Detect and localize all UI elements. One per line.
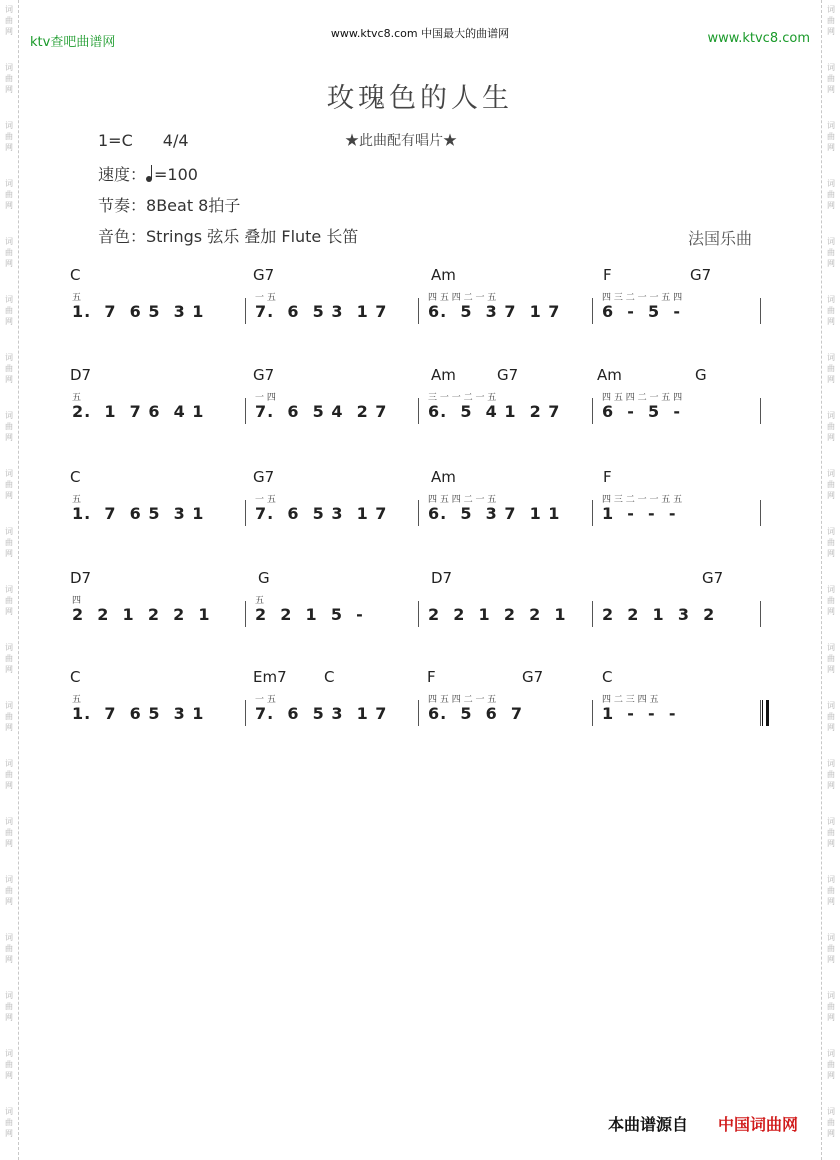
bar-line — [760, 700, 761, 726]
watermark-text: 词 曲 网 — [5, 353, 13, 384]
song-subtitle: ★此曲配有唱片★ — [345, 133, 457, 149]
watermark-text: 词 曲 网 — [5, 295, 13, 326]
chord-label: Am — [431, 468, 456, 486]
tempo-value: =100 — [154, 165, 198, 184]
watermark-text: 词 曲 网 — [5, 237, 13, 268]
final-bar-line — [762, 700, 763, 726]
left-watermark-strip — [0, 0, 19, 1160]
bar-line — [418, 601, 419, 627]
chord-label: C — [324, 668, 335, 686]
measure-notes: 6. 5 3 7 1 1 — [428, 504, 561, 523]
bar-line — [245, 500, 246, 526]
song-title: 玫瑰色的人生 — [327, 83, 513, 114]
watermark-text: 词 曲 网 — [5, 121, 13, 152]
site-link-left[interactable]: ktv查吧曲谱网 — [30, 35, 116, 50]
watermark-text: 词 曲 网 — [5, 643, 13, 674]
watermark-text: 词 曲 网 — [5, 469, 13, 500]
watermark-text: 词 曲 网 — [5, 991, 13, 1022]
watermark-text: 词 曲 网 — [5, 179, 13, 210]
score-row — [70, 468, 770, 538]
fingering-mark: 四 五 四 二 一 五 四 — [602, 393, 683, 403]
measure-notes: 6. 5 6 7 — [428, 704, 524, 723]
measure-notes: 7. 6 5 3 1 7 — [255, 302, 388, 321]
measure-notes: 1. 7 6 5 3 1 — [72, 504, 205, 523]
watermark-text: 词 曲 网 — [827, 643, 835, 674]
watermark-text: 词 曲 网 — [827, 237, 835, 268]
bar-line — [418, 700, 419, 726]
watermark-text: 词 曲 网 — [827, 353, 835, 384]
time-signature: 4/4 — [162, 131, 189, 150]
score-row — [70, 668, 770, 738]
header-banner: www.ktvc8.com 中国最大的曲谱网 — [330, 27, 510, 40]
chord-label: C — [70, 266, 81, 284]
bar-line — [418, 398, 419, 424]
bar-line — [245, 700, 246, 726]
bar-line — [245, 398, 246, 424]
site-link-right[interactable]: www.ktvc8.com — [707, 31, 810, 46]
watermark-text: 词 曲 网 — [5, 527, 13, 558]
watermark-text: 词 曲 网 — [827, 585, 835, 616]
bar-line — [592, 298, 593, 324]
chord-label: G — [695, 366, 707, 384]
measure-notes: 2 2 1 3 2 — [602, 605, 716, 624]
measure-notes: 6 - 5 - — [602, 402, 681, 421]
watermark-text: 词 曲 网 — [5, 701, 13, 732]
chord-label: G7 — [497, 366, 519, 384]
score-row — [70, 366, 770, 436]
watermark-text: 词 曲 网 — [827, 1049, 835, 1080]
watermark-text: 词 曲 网 — [827, 469, 835, 500]
fingering-mark: 四 三 二 一 一 五 五 — [602, 495, 683, 505]
measure-notes: 6. 5 3 7 1 7 — [428, 302, 561, 321]
chord-label: C — [602, 668, 613, 686]
score-row — [70, 569, 770, 639]
fingering-mark: 四 二 三 四 五 — [602, 695, 659, 705]
tone-value: Strings 弦乐 叠加 Flute 长笛 — [146, 227, 359, 246]
fingering-mark: 一 五 — [255, 293, 276, 303]
measure-notes: 6 - 5 - — [602, 302, 681, 321]
chord-label: D7 — [70, 569, 92, 587]
footer-source-label: 本曲谱源自 — [608, 1115, 689, 1134]
chord-label: G — [258, 569, 270, 587]
measure-notes: 2 2 1 2 2 1 — [72, 605, 211, 624]
chord-label: F — [603, 468, 612, 486]
bar-line — [418, 500, 419, 526]
fingering-mark: 四 五 四 二 一 五 — [428, 495, 497, 505]
measure-notes: 1. 7 6 5 3 1 — [72, 704, 205, 723]
bar-line — [760, 601, 761, 627]
fingering-mark: 三 一 一 二 一 五 — [428, 393, 497, 403]
chord-label: C — [70, 668, 81, 686]
bar-line — [592, 500, 593, 526]
bar-line — [592, 700, 593, 726]
bar-line — [245, 601, 246, 627]
watermark-text: 词 曲 网 — [827, 527, 835, 558]
watermark-text: 词 曲 网 — [827, 991, 835, 1022]
measure-notes: 7. 6 5 4 2 7 — [255, 402, 388, 421]
watermark-text: 词 曲 网 — [827, 179, 835, 210]
rhythm-label: 节奏： — [98, 196, 147, 215]
watermark-text: 词 曲 网 — [827, 121, 835, 152]
watermark-text: 词 曲 网 — [827, 411, 835, 442]
watermark-text: 词 曲 网 — [827, 1107, 835, 1138]
fingering-mark: 四 三 二 一 一 五 四 — [602, 293, 683, 303]
rhythm-value: 8Beat 8拍子 — [146, 196, 241, 215]
watermark-text: 词 曲 网 — [5, 411, 13, 442]
chord-label: C — [70, 468, 81, 486]
tone-line — [98, 224, 358, 247]
fingering-mark: 五 — [72, 695, 82, 705]
fingering-mark: 四 五 四 二 一 五 — [428, 293, 497, 303]
watermark-text: 词 曲 网 — [5, 759, 13, 790]
chord-label: F — [427, 668, 436, 686]
watermark-text: 词 曲 网 — [5, 5, 13, 36]
chord-label: G7 — [253, 266, 275, 284]
chord-label: G7 — [702, 569, 724, 587]
fingering-mark: 一 四 — [255, 393, 276, 403]
watermark-text: 词 曲 网 — [5, 875, 13, 906]
measure-notes: 7. 6 5 3 1 7 — [255, 504, 388, 523]
measure-notes: 1 - - - — [602, 504, 677, 523]
watermark-text: 词 曲 网 — [5, 63, 13, 94]
chord-label: D7 — [70, 366, 92, 384]
key: 1=C — [98, 131, 133, 150]
fingering-mark: 五 — [72, 293, 82, 303]
bar-line — [760, 500, 761, 526]
watermark-text: 词 曲 网 — [5, 1107, 13, 1138]
tone-label: 音色： — [98, 227, 147, 246]
fingering-mark: 五 — [72, 393, 82, 403]
half-note-icon — [146, 176, 152, 182]
watermark-text: 词 曲 网 — [5, 933, 13, 964]
tempo-label: 速度： — [98, 165, 147, 184]
watermark-text: 词 曲 网 — [827, 759, 835, 790]
chord-label: Am — [431, 266, 456, 284]
bar-line — [592, 601, 593, 627]
rhythm-line — [98, 193, 240, 216]
bar-line — [592, 398, 593, 424]
right-watermark-strip — [821, 0, 840, 1160]
chord-label: Em7 — [253, 668, 287, 686]
measure-notes: 1 - - - — [602, 704, 677, 723]
watermark-text: 词 曲 网 — [827, 295, 835, 326]
fingering-mark: 一 五 — [255, 495, 276, 505]
bar-line — [760, 298, 761, 324]
score-row — [70, 266, 770, 336]
watermark-text: 词 曲 网 — [827, 5, 835, 36]
measure-notes: 2. 1 7 6 4 1 — [72, 402, 205, 421]
chord-label: F — [603, 266, 612, 284]
measure-notes: 2 2 1 2 2 1 — [428, 605, 567, 624]
chord-label: G7 — [522, 668, 544, 686]
footer-site-link[interactable]: 中国词曲网 — [718, 1115, 799, 1134]
watermark-text: 词 曲 网 — [827, 701, 835, 732]
key-signature-line — [98, 131, 189, 150]
chord-label: G7 — [253, 366, 275, 384]
measure-notes: 7. 6 5 3 1 7 — [255, 704, 388, 723]
fingering-mark: 五 — [255, 596, 265, 606]
watermark-text: 词 曲 网 — [5, 585, 13, 616]
chord-label: G7 — [253, 468, 275, 486]
fingering-mark: 五 — [72, 495, 82, 505]
fingering-mark: 一 五 — [255, 695, 276, 705]
watermark-text: 词 曲 网 — [827, 817, 835, 848]
watermark-text: 词 曲 网 — [5, 1049, 13, 1080]
watermark-text: 词 曲 网 — [827, 63, 835, 94]
watermark-text: 词 曲 网 — [827, 933, 835, 964]
bar-line — [418, 298, 419, 324]
bar-line — [760, 398, 761, 424]
watermark-text: 词 曲 网 — [5, 817, 13, 848]
fingering-mark: 四 五 四 二 一 五 — [428, 695, 497, 705]
chord-label: Am — [431, 366, 456, 384]
chord-label: D7 — [431, 569, 453, 587]
bar-line — [245, 298, 246, 324]
measure-notes: 2 2 1 5 - — [255, 605, 364, 624]
measure-notes: 1. 7 6 5 3 1 — [72, 302, 205, 321]
chord-label: Am — [597, 366, 622, 384]
composer: 法国乐曲 — [688, 229, 753, 248]
watermark-text: 词 曲 网 — [827, 875, 835, 906]
chord-label: G7 — [690, 266, 712, 284]
final-bar-line-thick — [766, 700, 769, 726]
fingering-mark: 四 — [72, 596, 82, 606]
tempo-line — [98, 162, 198, 185]
measure-notes: 6. 5 4 1 2 7 — [428, 402, 561, 421]
